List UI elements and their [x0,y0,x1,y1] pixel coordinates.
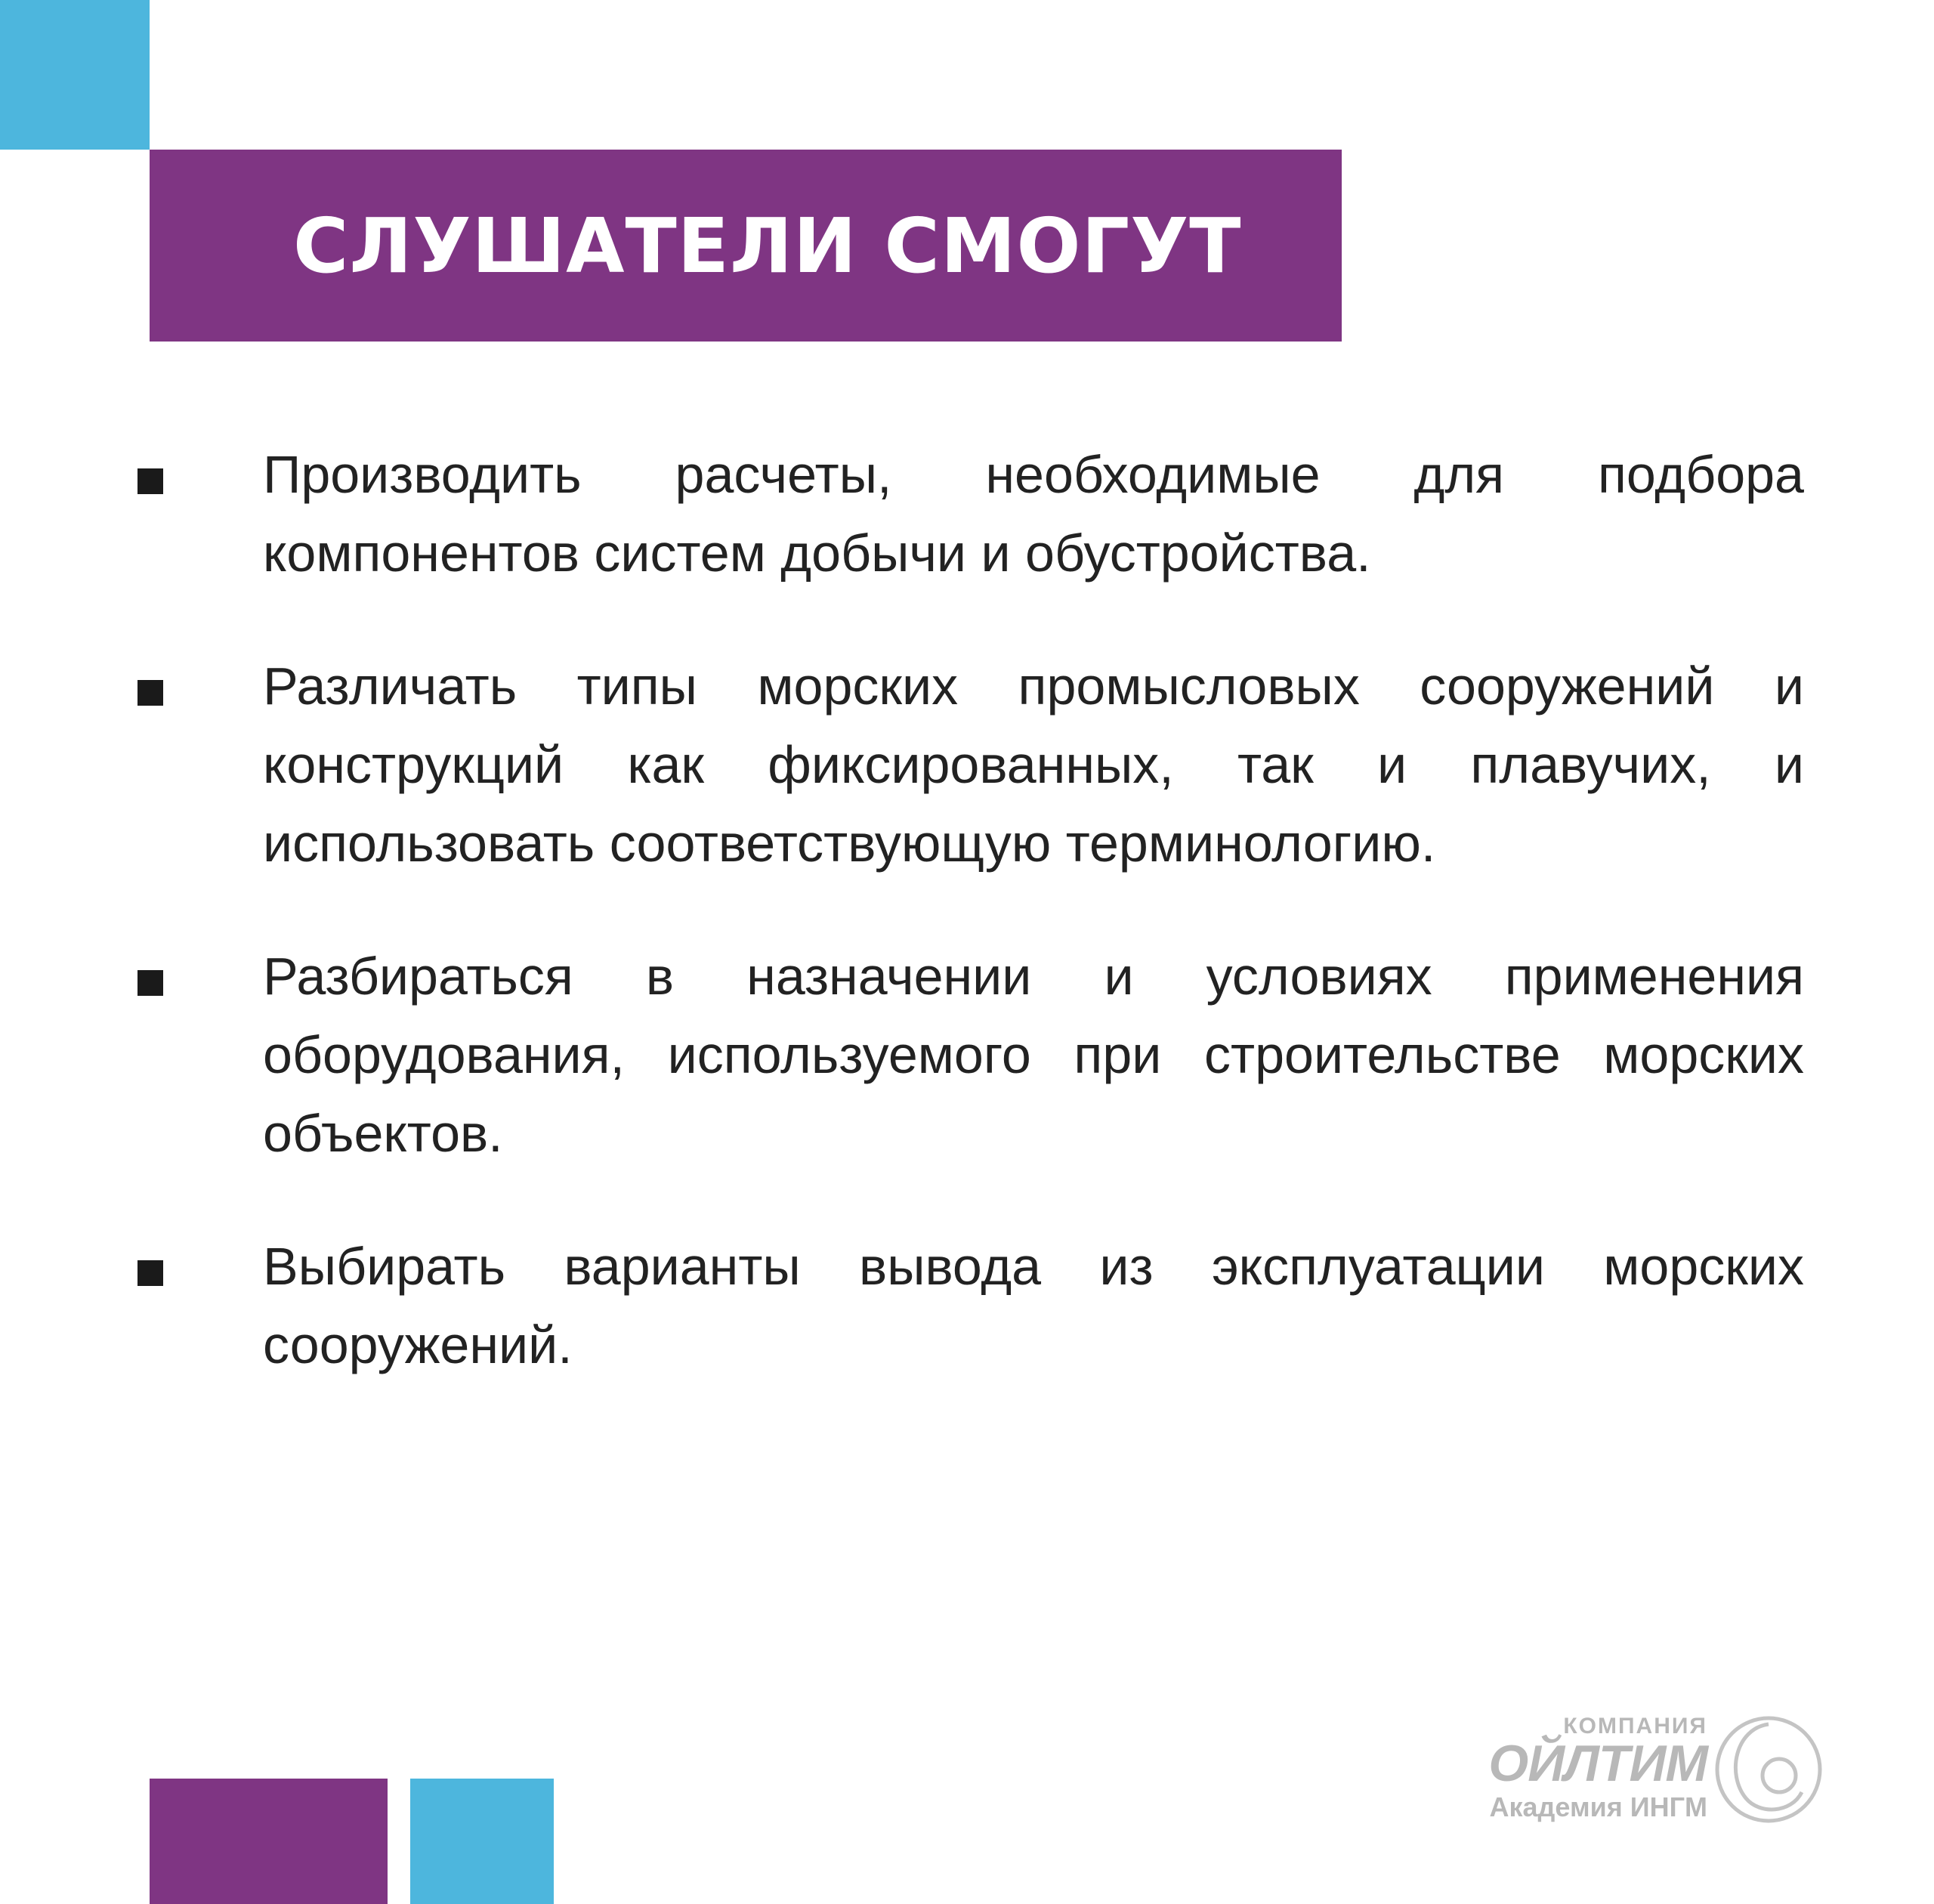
square-bullet-icon [137,1260,163,1286]
oiltim-logo-mark-icon [1713,1714,1824,1825]
list-item [128,647,1804,882]
list-item-text: Выбирать варианты вывода из эксплуатации морских сооружений. [263,1237,1804,1374]
title-banner [150,150,1342,342]
list-item-text: Различать типы морских промысловых сооружений и конструкций как фиксированных, так и плавучих, и использовать соответствующую терминологию. [263,657,1804,873]
logo-company-name: ОЙЛТИМ [1488,1735,1707,1792]
decor-square-bottom-cyan [410,1779,554,1904]
page-title: СЛУШАТЕЛИ СМОГУТ [293,201,1242,290]
decor-square-top [0,0,150,150]
list-item-text: Разбираться в назначении и условиях применения оборудования, используемого при строительстве морских объектов. [263,947,1804,1163]
logo-wordmark [1488,1709,1707,1821]
list-item [128,435,1804,592]
bullet-list [128,435,1804,1439]
list-item-text: Производить расчеты, необходимые для подбора компонентов систем добычи и обустройства. [263,445,1804,583]
logo-academy-name: Академия ИНГМ [1489,1791,1707,1822]
list-item [128,937,1804,1173]
company-logo [1432,1709,1824,1845]
square-bullet-icon [137,970,163,996]
list-item [128,1227,1804,1384]
square-bullet-icon [137,468,163,494]
logo-company-label: КОМПАНИЯ [1563,1714,1707,1739]
decor-square-bottom-purple [150,1779,388,1904]
square-bullet-icon [137,680,163,706]
